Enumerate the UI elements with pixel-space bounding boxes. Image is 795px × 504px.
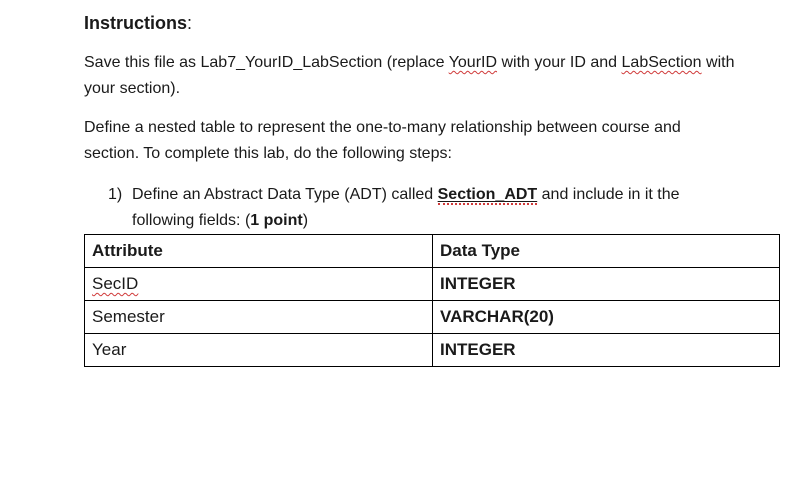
- step-1-line-1: [108, 182, 680, 208]
- data-type-cell: VARCHAR(20): [433, 301, 780, 334]
- save-text-b: with your ID and: [497, 54, 622, 71]
- spell-flag-yourid[interactable]: YourID: [448, 54, 498, 71]
- attribute-cell: Year: [85, 334, 433, 367]
- instructions-heading: [84, 11, 192, 35]
- step-points-suffix: ): [302, 211, 309, 229]
- header-data-type: Data Type: [433, 235, 780, 268]
- spell-flag-secid[interactable]: SecID: [92, 274, 139, 293]
- data-type-cell: INTEGER: [433, 334, 780, 367]
- table-header-row: [85, 235, 780, 268]
- step-number: 1): [108, 186, 123, 203]
- points-value: 1 point: [250, 211, 303, 229]
- save-text-a: Save this file as Lab7_YourID_LabSection (replace: [84, 54, 449, 71]
- define-line-1: Define a nested table to represent the one-to-many relationship between course and: [84, 119, 681, 136]
- table-row: [85, 334, 780, 367]
- table-row: [85, 301, 780, 334]
- heading-colon: :: [187, 13, 193, 33]
- step-text-b: and include in it the: [537, 186, 680, 203]
- save-text-c: with: [701, 54, 735, 71]
- data-type-cell: INTEGER: [433, 268, 780, 301]
- step-1-item: [108, 182, 680, 233]
- define-paragraph: [84, 115, 681, 166]
- step-text-a: Define an Abstract Data Type (ADT) called: [132, 186, 438, 203]
- attribute-cell: Semester: [85, 301, 433, 334]
- attribute-cell: [85, 268, 433, 301]
- section-adt-name[interactable]: Section_ADT: [437, 186, 538, 203]
- save-file-paragraph: [84, 50, 734, 101]
- save-line-1: [84, 50, 734, 76]
- step-1-line-2: [108, 208, 308, 234]
- save-line-2: your section).: [84, 79, 181, 97]
- define-line-2: section. To complete this lab, do the following steps:: [84, 144, 452, 162]
- heading-text: Instructions: [84, 13, 188, 33]
- table-row: [85, 268, 780, 301]
- step-points-prefix: following fields: (: [132, 211, 251, 229]
- header-attribute: Attribute: [85, 235, 433, 268]
- spell-flag-labsection[interactable]: LabSection: [621, 54, 702, 71]
- attribute-table: [84, 234, 780, 367]
